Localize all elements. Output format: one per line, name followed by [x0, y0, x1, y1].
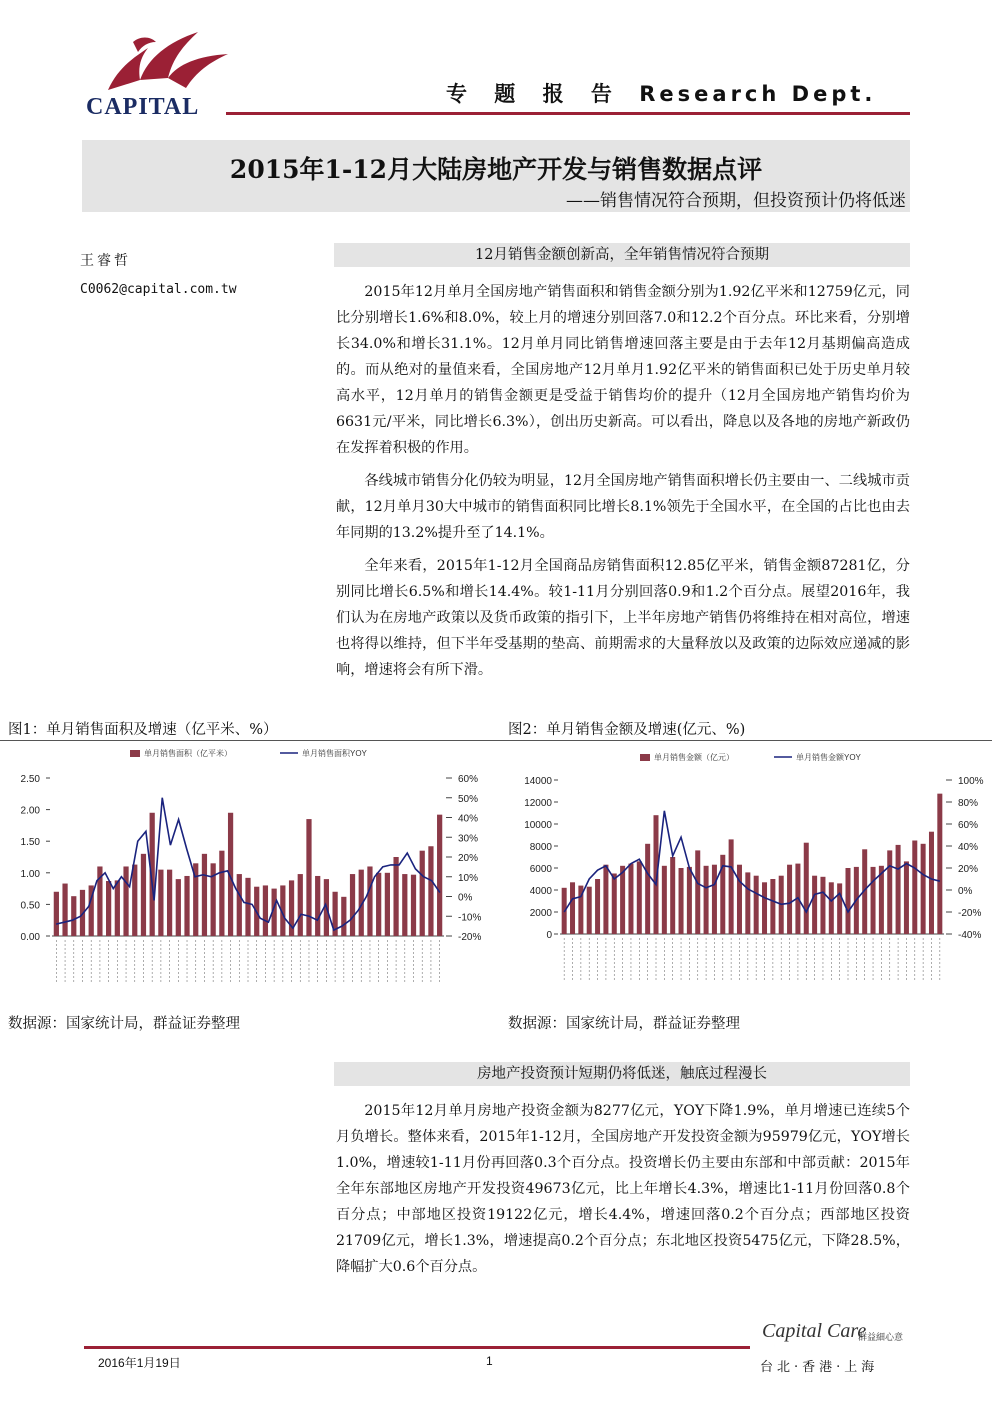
bar	[670, 857, 675, 934]
bar	[350, 874, 355, 936]
bar	[812, 876, 817, 934]
right-axis-tick: -20%	[958, 908, 982, 919]
author-email[interactable]: C0062@capital.com.tw	[80, 282, 237, 297]
right-axis-tick: 0%	[458, 892, 473, 904]
right-axis-tick: 40%	[958, 842, 979, 853]
footer-brand-cn: 群益細心意	[858, 1333, 904, 1343]
bar	[729, 839, 734, 934]
bar	[141, 854, 146, 936]
figure2-caption: 图2：单月销售金额及增速(亿元、%)	[508, 722, 746, 738]
left-axis-tick: 1.00	[20, 868, 40, 880]
bar	[570, 882, 575, 934]
legend-swatch-bars	[130, 750, 140, 757]
bar	[71, 896, 76, 936]
right-axis-tick: 60%	[458, 774, 479, 785]
right-axis-tick: 100%	[958, 776, 984, 787]
capital-logo-eagle	[78, 28, 238, 98]
right-axis-tick: -40%	[958, 930, 982, 941]
left-axis-tick: 12000	[524, 798, 552, 809]
left-axis-tick: 0	[546, 930, 552, 941]
bar	[393, 857, 398, 936]
bar	[620, 866, 625, 934]
bar	[612, 874, 617, 935]
chart-sales-amount	[508, 746, 986, 1002]
bar	[595, 879, 600, 934]
left-axis-tick: 2.50	[20, 774, 40, 785]
bar	[845, 868, 850, 934]
legend-label-line: 单月销售面积YOY	[302, 749, 367, 758]
bar	[820, 877, 825, 934]
bar	[695, 850, 700, 934]
footer-date: 2016年1月19日	[98, 1356, 181, 1370]
bar	[912, 841, 917, 935]
bar	[679, 868, 684, 934]
bar	[237, 874, 242, 936]
bar	[896, 845, 901, 934]
left-axis-tick: 2000	[529, 908, 552, 919]
right-axis-tick: 40%	[458, 813, 479, 825]
bar	[929, 832, 934, 934]
bar	[662, 866, 667, 934]
figure1-source: 数据源：国家统计局，群益证券整理	[8, 1016, 240, 1032]
left-axis-tick: 1.50	[20, 837, 40, 849]
bar	[132, 865, 137, 936]
right-axis-tick: -20%	[458, 932, 482, 943]
footer-divider	[84, 1346, 750, 1349]
bar	[754, 876, 759, 934]
bar	[937, 794, 942, 934]
bar	[245, 878, 250, 936]
bar	[437, 815, 442, 936]
bar	[385, 873, 390, 936]
right-axis-tick: 60%	[958, 820, 979, 831]
paragraph: 2015年12月单月全国房地产销售面积和销售金额分别为1.92亿平米和12759亿元，同比分别增长1.6%和8.0%，较上月的增速分别回落7.0和12.2个百分点。环比来看，分别增长34.0%和增长31.1%。12月单月同比销售增速回落主要是由于去年12月基期偏高造成的。而从绝对的量值来看，全国房地产12月单月1.92亿平米的销售面积已处于历史单月较高水平，12月单月的销售金额更是受益于销售均价的提升（12月全国房地产销售均价为6631元/平米，同比增长6.3%），创出历史新高。可以看出，降息以及各地的房地产新政仍在发挥着积极的作用。	[336, 284, 910, 456]
bar	[123, 866, 128, 936]
bar	[367, 866, 372, 936]
dept-en: Research Dept.	[639, 82, 877, 106]
bar	[176, 879, 181, 936]
bar	[770, 879, 775, 934]
bar	[428, 846, 433, 936]
bar	[587, 887, 592, 934]
bar	[341, 897, 346, 936]
paragraph: 全年来看，2015年1-12月全国商品房销售面积12.85亿平米，销售金额87281亿，分别同比增长6.5%和增长14.4%。较1-11月分别回落0.9和1.2个百分点。展望2016年，我们认为在房地产政策以及货币政策的指引下，上半年房地产销售仍将维持在相对高位，增速也将得以维持，但下半年受基期的垫高、前期需求的大量释放以及政策的边际效应递减的影响，增速将会有所下滑。	[336, 558, 910, 678]
bar	[837, 883, 842, 934]
bar	[298, 874, 303, 936]
bar	[306, 819, 311, 936]
right-axis-tick: 30%	[458, 833, 479, 845]
section1-heading: 12月销售金额创新高，全年销售情况符合预期	[334, 243, 910, 267]
header-divider	[226, 112, 910, 115]
bar	[645, 844, 650, 934]
legend-label-line: 单月销售金额YOY	[796, 753, 861, 762]
left-axis-tick: 10000	[524, 820, 552, 831]
left-axis-tick: 6000	[529, 864, 552, 875]
bar	[184, 876, 189, 936]
legend-swatch-bars	[640, 754, 650, 761]
bar	[787, 865, 792, 934]
left-axis-tick: 0.50	[20, 900, 40, 912]
bar	[420, 851, 425, 936]
right-axis-tick: 80%	[958, 798, 979, 809]
bar	[219, 851, 224, 936]
legend-label-bars: 单月销售金额（亿元）	[654, 753, 734, 762]
left-axis-tick: 0.00	[20, 932, 40, 943]
author-name: 王睿哲	[80, 253, 131, 269]
bar	[167, 870, 172, 936]
footer-brand: Capital Care	[762, 1320, 867, 1342]
bar	[603, 865, 608, 934]
legend-label-bars: 单月销售面积（亿平米）	[144, 749, 232, 758]
report-type-label	[446, 78, 876, 108]
bar	[411, 875, 416, 936]
chart-sales-area	[8, 746, 486, 1002]
bar	[202, 854, 207, 936]
logo-text: CAPITAL	[86, 94, 200, 120]
section1-body	[336, 279, 910, 683]
dept-cn: 专 题 报 告	[446, 82, 622, 106]
bar	[402, 874, 407, 936]
page-title: 2015年1-12月大陆房地产开发与销售数据点评	[229, 155, 763, 184]
right-axis-tick: -10%	[458, 912, 482, 924]
page-subtitle: ——销售情况符合预期，但投资预计仍将低迷	[566, 191, 906, 211]
bar	[637, 861, 642, 934]
bar	[263, 885, 268, 936]
bar	[745, 872, 750, 934]
bar	[921, 844, 926, 934]
right-axis-tick: 20%	[958, 864, 979, 875]
right-axis-tick: 10%	[458, 872, 479, 884]
bar	[376, 873, 381, 936]
bar	[115, 880, 120, 936]
bar	[871, 867, 876, 934]
bar	[315, 876, 320, 936]
bar	[54, 892, 59, 936]
page-number: 1	[486, 1354, 493, 1368]
left-axis-tick: 4000	[529, 886, 552, 897]
bar	[62, 884, 67, 936]
section2-body	[336, 1098, 910, 1280]
paragraph: 2015年12月单月房地产投资金额为8277亿元，YOY下降1.9%，单月增速已连续5个月负增长。整体来看，2015年1-12月，全国房地产开发投资金额为95979亿元，YOY增长1.0%，增速较1-11月份再回落0.3个百分点。投资增长仍主要由东部和中部贡献：2015年全年东部地区房地产开发投资49673亿元，比上年增长4.3%，增速比1-11月份回落0.8个百分点；中部地区投资19122亿元，增长4.4%，增速回落0.2个百分点；西部地区投资21709亿元，增长1.3%，增速提高0.2个百分点；东北地区投资5475亿元，下降28.5%，降幅扩大0.6个百分点。	[336, 1103, 910, 1275]
right-axis-tick: 0%	[958, 886, 973, 897]
bar	[712, 865, 717, 934]
bar	[887, 850, 892, 934]
caption-divider	[0, 740, 992, 741]
bar	[704, 866, 709, 934]
bar	[106, 881, 111, 936]
footer-cities: 台北·香港·上海	[760, 1360, 879, 1375]
bar	[687, 867, 692, 934]
bar	[804, 843, 809, 934]
figure2-source: 数据源：国家统计局，群益证券整理	[508, 1016, 740, 1032]
paragraph: 各线城市销售分化仍较为明显，12月全国房地产销售面积增长仍主要由一、二线城市贡献，12月单月30大中城市的销售面积同比增长8.1%领先于全国水平，在全国的占比也由去年同期的13.2%提升至了14.1%。	[336, 473, 910, 541]
bar	[829, 882, 834, 934]
figure1-caption: 图1：单月销售面积及增速（亿平米、%）	[8, 722, 278, 738]
left-axis-tick: 2.00	[20, 805, 40, 817]
left-axis-tick: 8000	[529, 842, 552, 853]
bar	[904, 861, 909, 934]
bar	[628, 864, 633, 934]
bar	[158, 870, 163, 936]
right-axis-tick: 20%	[458, 853, 479, 864]
right-axis-tick: 50%	[458, 793, 479, 805]
bar	[737, 865, 742, 934]
section2-heading: 房地产投资预计短期仍将低迷，触底过程漫长	[334, 1062, 910, 1086]
bar	[762, 882, 767, 934]
left-axis-tick: 14000	[524, 776, 552, 787]
